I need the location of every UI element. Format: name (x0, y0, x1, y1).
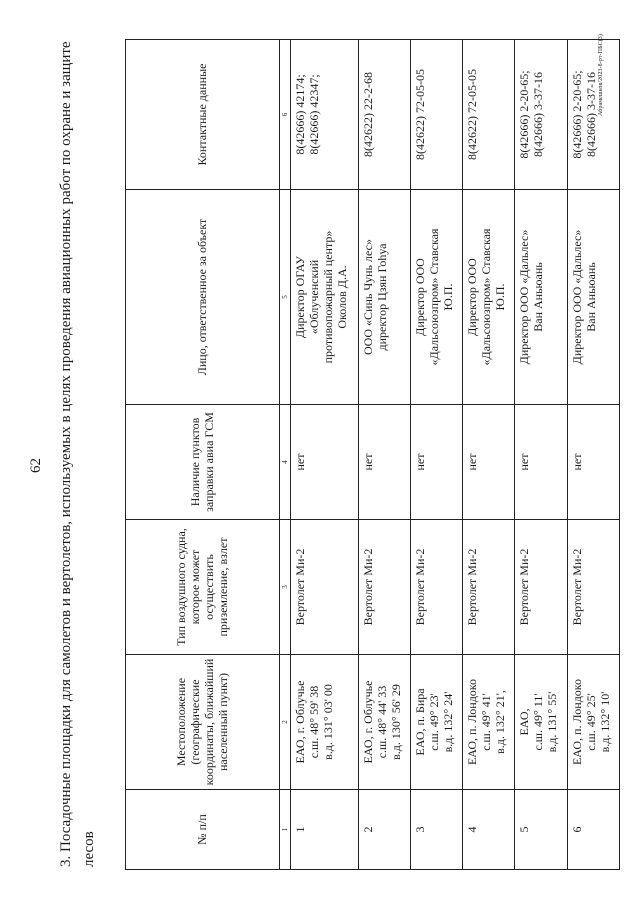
aircraft-cell: Вертолет Ми-2 (567, 520, 619, 655)
aircraft-cell: Вертолет Ми-2 (515, 520, 567, 655)
table-row (463, 40, 515, 870)
location-line: в.д. 131° 03' 00 (320, 684, 335, 760)
location-cell (410, 655, 462, 790)
page-number: 62 (28, 458, 44, 473)
contacts-line: 8(42666) 42347; (306, 74, 321, 155)
person-line: «Дальсоюзпром» Ставская (426, 228, 441, 366)
column-number: 6 (279, 40, 290, 190)
location-line: ЕАО, п. Лондоко (569, 678, 584, 766)
contacts-line: 8(42622) 22-2-68 (360, 72, 375, 157)
person-cell (290, 190, 358, 405)
location-line: в.д. 132° 24' (440, 691, 455, 753)
aircraft-cell: Вертолет Ми-2 (463, 520, 515, 655)
person-line: Околов Д.А. (334, 265, 349, 329)
landing-sites-table (125, 39, 620, 870)
fuel-cell: нет (410, 405, 462, 520)
header-cell-aircraft: Тип воздушного судна, которое может осуществить приземление, взлет (126, 520, 280, 655)
fuel-cell: нет (463, 405, 515, 520)
table-body (290, 40, 619, 870)
person-cell (567, 190, 619, 405)
contacts-line: 8(42666) 2-20-65; (517, 70, 532, 159)
table-row (410, 40, 462, 870)
location-line: с.ш. 49° 41' (479, 693, 494, 751)
column-number: 5 (279, 190, 290, 405)
table-row (515, 40, 567, 870)
table-row (567, 40, 619, 870)
contacts-line: 8(42622) 72-05-05 (465, 69, 480, 160)
location-line: с.ш. 49° 25' (583, 693, 598, 751)
column-number: 3 (279, 520, 290, 655)
person-line: директор Цзян Гоhуа (374, 243, 389, 351)
contacts-cell (410, 40, 462, 190)
person-line: Директор ООО (465, 258, 480, 336)
contacts-line: 8(42666) 2-20-65; (569, 70, 584, 159)
fuel-cell: нет (290, 405, 358, 520)
person-cell (358, 190, 410, 405)
contacts-cell (358, 40, 410, 190)
location-cell (290, 655, 358, 790)
contacts-line: 8(42666) 3-37-16 (531, 72, 546, 157)
header-cell-num: № п/п (126, 790, 280, 870)
column-number: 4 (279, 405, 290, 520)
fuel-cell: нет (358, 405, 410, 520)
column-number-row (279, 40, 290, 870)
person-line: противопожарный центр» (320, 230, 335, 364)
header-cell-contacts: Контактные данные (126, 40, 280, 190)
location-line: с.ш. 49° 11' (531, 693, 546, 751)
location-line: в.д. 131° 55' (545, 691, 560, 753)
person-line: Директор ООО (412, 258, 427, 336)
location-line: ЕАО, п. Бира (412, 688, 427, 756)
contacts-cell (515, 40, 567, 190)
section-heading: 3. Посадочные площадки для самолетов и вертолетов, используемых в целях проведения авиационных работ по охране и защите лесов (58, 41, 97, 867)
aircraft-cell: Вертолет Ми-2 (410, 520, 462, 655)
row-num-cell: 3 (410, 790, 462, 870)
row-num-cell: 6 (567, 790, 619, 870)
person-line: Директор ООО «Дальлес» (569, 229, 584, 365)
person-line: «Дальсоюзпром» Ставская (479, 228, 494, 366)
person-cell (463, 190, 515, 405)
aircraft-cell: Вертолет Ми-2 (290, 520, 358, 655)
person-line: Ю.П. (493, 283, 508, 311)
location-cell (567, 655, 619, 790)
table-row (290, 40, 358, 870)
person-line: Директор ООО «Дальлес» (517, 229, 532, 365)
row-num-cell: 2 (358, 790, 410, 870)
column-number: 2 (279, 655, 290, 790)
location-line: в.д. 132° 21', (493, 690, 508, 754)
column-number: 1 (279, 790, 290, 870)
header-cell-person: Лицо, ответственное за объект (126, 190, 280, 405)
row-num-cell: 1 (290, 790, 358, 870)
person-line: Ван Аньюань (583, 262, 598, 332)
table-row (358, 40, 410, 870)
person-cell (410, 190, 462, 405)
person-line: ООО «Синь Чунь лес» (360, 239, 375, 355)
contacts-line: 8(42622) 72-05-05 (412, 69, 427, 160)
contacts-line: 8(42666) 42174; (292, 74, 307, 155)
person-line: Ю.П. (440, 283, 455, 311)
location-cell (358, 655, 410, 790)
fuel-cell: нет (567, 405, 619, 520)
location-line: ЕАО, г. Облучье (292, 680, 307, 764)
row-num-cell: 4 (463, 790, 515, 870)
person-line: Ван Аньюань (531, 262, 546, 332)
location-line: в.д. 130° 56' 29 (388, 684, 403, 760)
aircraft-cell: Вертолет Ми-2 (358, 520, 410, 655)
table-header-row (126, 40, 280, 870)
contacts-line: 8(42666) 3-37-16 (583, 72, 598, 157)
location-line: ЕАО, п. Лондоко (465, 678, 480, 766)
contacts-cell (290, 40, 358, 190)
person-line: Директор ОГАУ (292, 255, 307, 339)
header-cell-location: Местоположение (географические координаты, ближайший населенный пункт) (126, 655, 280, 790)
location-line: с.ш. 49° 23' (426, 693, 441, 751)
location-line: ЕАО, г. Облучье (360, 680, 375, 764)
fuel-cell: нет (515, 405, 567, 520)
document-code: Абрамешков/2023-8-рт-ПБС(3) (598, 34, 604, 116)
location-cell (515, 655, 567, 790)
location-line: с.ш. 48° 59' 38 (306, 685, 321, 759)
location-cell (463, 655, 515, 790)
location-line: с.ш. 48° 44' 33 (374, 685, 389, 759)
contacts-cell (463, 40, 515, 190)
row-num-cell: 5 (515, 790, 567, 870)
contacts-cell (567, 40, 619, 190)
location-line: ЕАО, (517, 708, 532, 736)
header-cell-fuel: Наличие пунктов заправки авиа ГСМ (126, 405, 280, 520)
location-line: в.д. 132° 10' (597, 691, 612, 753)
person-line: «Облученский (306, 259, 321, 335)
person-cell (515, 190, 567, 405)
